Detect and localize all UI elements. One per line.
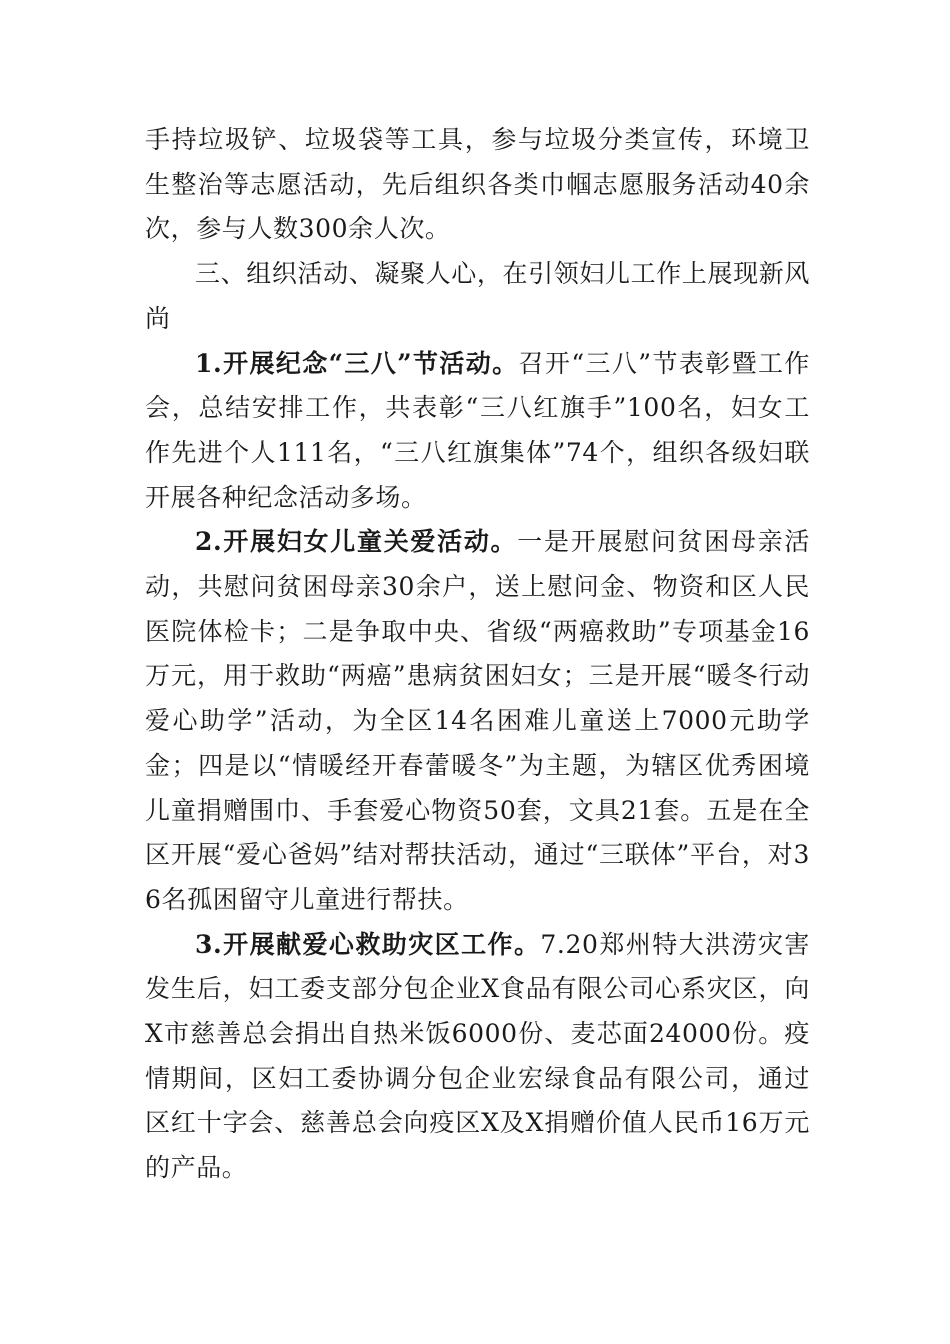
item-3-text: 7.20郑州特大洪涝灾害发生后，妇工委支部分包企业X食品有限公司心系灾区，向X市慈善总会捐出自热米饭6000份、麦芯面24000份。疫情期间，区妇工委协调分包企业宏绿食品有限公司，通过区红十字会、慈善总会向疫区X及X捐赠价值人民币16万元的产品。 xyxy=(145,929,811,1183)
section-heading-text: 三、组织活动、凝聚人心，在引领妇儿工作上展现新风尚 xyxy=(145,259,810,333)
section-heading xyxy=(145,252,810,341)
item-3-lead: 3.开展献爱心救助灾区工作。 xyxy=(195,929,541,959)
item-1-text: 召开“三八”节表彰暨工作会，总结安排工作，共表彰“三八红旗手”100名，妇女工作先进个人111名，“三八红旗集体”74个，组织各级妇联开展各种纪念活动多场。 xyxy=(145,348,811,512)
document-body xyxy=(145,118,810,1191)
paragraph-item-3 xyxy=(145,923,810,1191)
paragraph-volunteer-activities xyxy=(145,118,810,252)
paragraph-item-1 xyxy=(145,342,810,521)
paragraph-text: 手持垃圾铲、垃圾袋等工具，参与垃圾分类宣传，环境卫生整治等志愿活动，先后组织各类巾帼志愿服务活动40余次，参与人数300余人次。 xyxy=(145,125,810,244)
item-1-lead: 1.开展纪念“三八”节活动。 xyxy=(195,348,519,378)
item-2-text: 一是开展慰问贫困母亲活动，共慰问贫困母亲30余户，送上慰问金、物资和区人民医院体检卡；二是争取中央、省级“两癌救助”专项基金16万元，用于救助“两癌”患病贫困妇女；三是开展“暖冬行动爱心助学”活动，为全区14名困难儿童送上7000元助学金；四是以“情暖经开春蕾暖冬”为主题，为辖区优秀困境儿童捐赠围巾、手套爱心物资50套，文具21套。五是在全区开展“爱心爸妈”结对帮扶活动，通过“三联体”平台，对36名孤困留守儿童进行帮扶。 xyxy=(145,527,810,914)
paragraph-item-2 xyxy=(145,520,810,922)
item-2-lead: 2.开展妇女儿童关爱活动。 xyxy=(195,527,518,557)
